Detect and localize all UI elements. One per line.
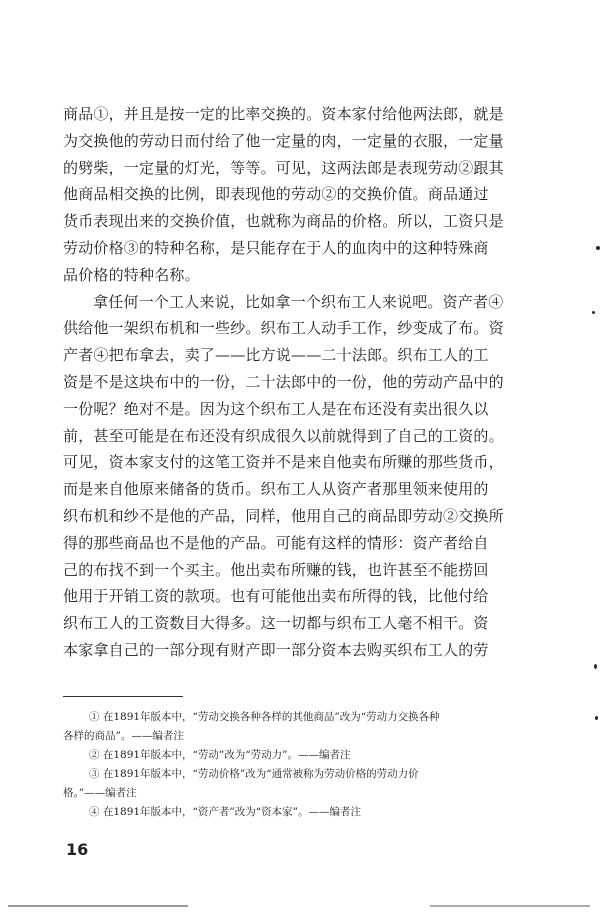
body-line: 他用于开销工资的款项。也有可能他出卖布所得的钱，比他付给 [63,587,489,606]
scan-edge-streak [8,905,188,907]
body-line: 商品①，并且是按一定的比率交换的。资本家付给他两法郎，就是 [63,105,504,123]
page-number: 16 [66,840,89,859]
body-line: 本家拿自己的一部分现有财产即一部分资本去购买织布工人的劳 [63,640,489,659]
body-line: 为交换他的劳动日而付给了他一定量的肉，一定量的衣服，一定量 [63,131,504,150]
body-line: 一份呢？绝对不是。因为这个织布工人是在布还没有卖出很久以 [63,399,489,418]
body-line: 他商品相交换的比例，即表现他的劳动②的交换价值。商品通过 [63,185,489,204]
footnote-line: ④ 在1891年版本中，“资产者”改为“资本家”。——编者注 [89,806,362,818]
body-line: 产者④把布拿去，卖了——比方说——二十法郎。织布工人的工 [63,346,489,365]
scan-speck [595,716,598,720]
footnote-line: ① 在1891年版本中，“劳动交换各种各样的其他商品”改为“劳动力交换各种 [89,711,440,723]
scan-speck [594,664,597,669]
footnote-divider [63,696,183,697]
scan-edge-streak [430,905,590,907]
body-line: 己的布找不到一个买主。他出卖布所赚的钱，也许甚至不能捞回 [63,560,489,579]
body-text [63,101,539,664]
body-line: 前，甚至可能是在布还没有织成很久以前就得到了自己的工资的。 [63,426,504,445]
body-line: 资是不是这块布中的一份，二十法郎中的一份，他的劳动产品中的 [63,372,504,391]
body-line: 织布机和纱不是他的产品，同样，他用自己的商品即劳动②交换所 [63,506,504,525]
body-line-paragraph-start: 拿任何一个工人来说，比如拿一个织布工人来说吧。资产者④ [93,292,504,311]
footnote-line: ② 在1891年版本中，“劳动”改为“劳动力”。——编者注 [89,749,351,761]
scan-speck [596,246,600,250]
body-line: 品价格的特种名称。 [63,265,200,284]
scan-speck [592,311,595,314]
body-line: 货币表现出来的交换价值，也就称为商品的价格。所以，工资只是 [63,212,504,231]
body-line: 劳动价格③的特种名称，是只能存在于人的血肉中的这种特殊商 [63,238,489,257]
body-line: 织布工人的工资数目大得多。这一切都与织布工人毫不相干。资 [63,614,489,633]
body-line: 而是来自他原来储备的货币。织布工人从资产者那里领来使用的 [63,480,489,499]
body-line: 可见，资本家支付的这笔工资并不是来自他卖布所赚的那些货币， [63,453,504,472]
body-line: 的劈柴，一定量的灯光，等等。可见，这两法郎是表现劳动②跟其 [63,158,504,177]
footnote-line: 格。”——编者注 [63,787,137,799]
footnote-line: ③ 在1891年版本中，“劳动价格”改为“通常被称为劳动价格的劳动力价 [89,768,419,780]
body-line: 得的那些商品也不是他的产品。可能有这样的情形：资产者给自 [63,533,489,552]
footnotes [63,708,539,822]
body-line: 供给他一架织布机和一些纱。织布工人动手工作，纱变成了布。资 [63,319,504,338]
footnote-line: 各样的商品”。——编者注 [63,730,184,742]
